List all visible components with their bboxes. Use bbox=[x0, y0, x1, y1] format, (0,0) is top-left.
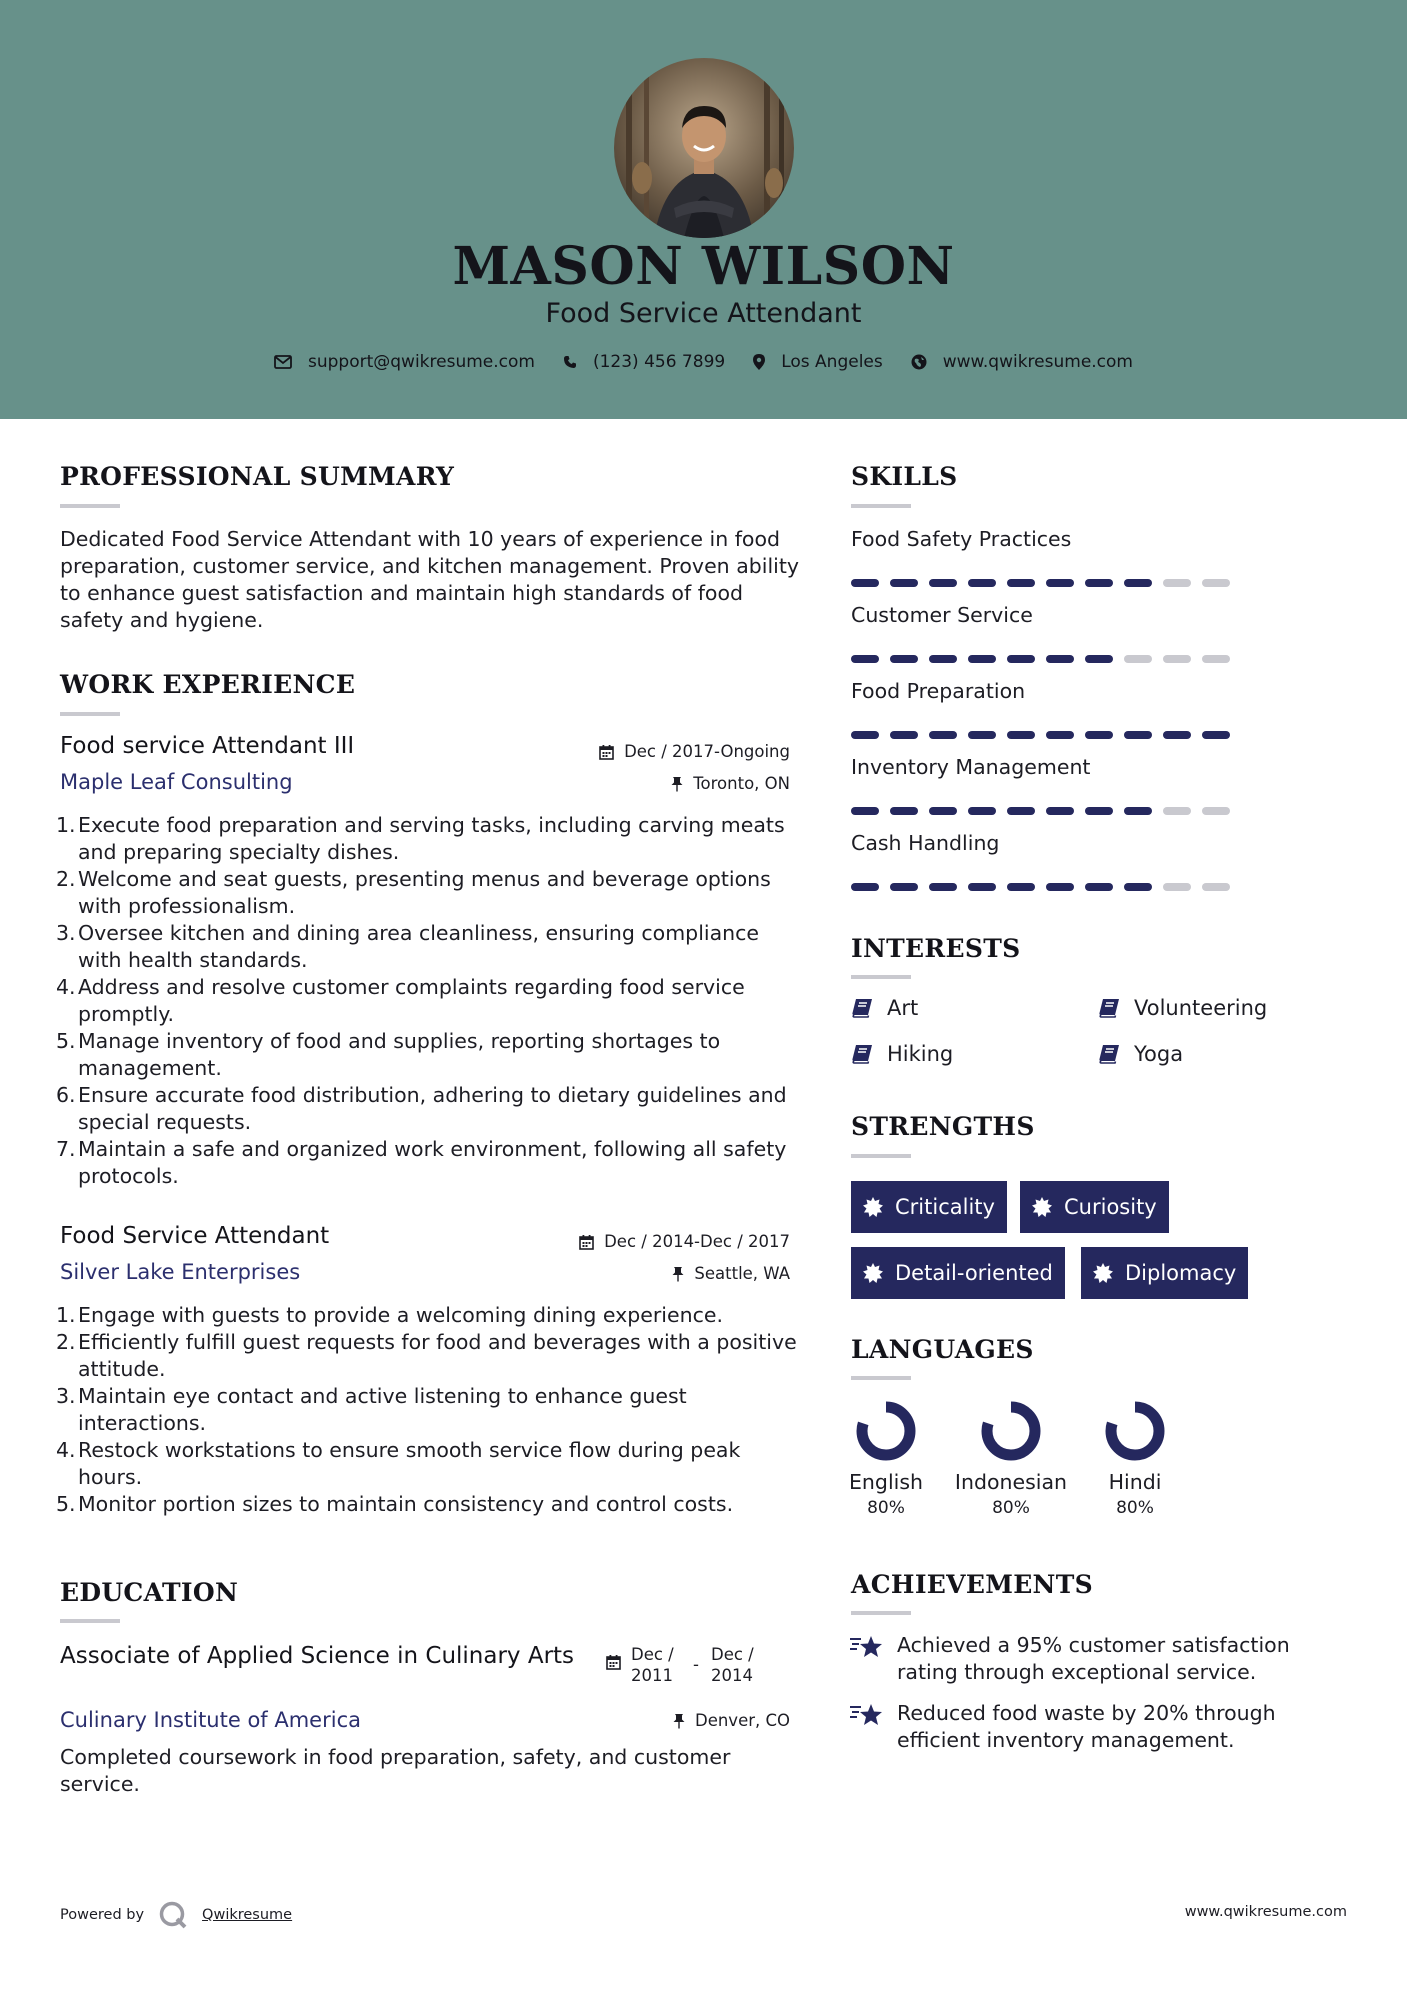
skill-dash-filled bbox=[1124, 579, 1152, 587]
list-item: Monitor portion sizes to maintain consistency and control costs. bbox=[78, 1492, 734, 1516]
languages-heading: LANGUAGES bbox=[851, 1335, 1034, 1364]
star-award-icon bbox=[849, 1634, 883, 1660]
candidate-name: MASON WILSON bbox=[452, 236, 955, 297]
skill-dash-filled bbox=[929, 731, 957, 739]
interest-label: Hiking bbox=[887, 1042, 954, 1066]
language-name: Hindi bbox=[1108, 1470, 1162, 1494]
powered-by-label: Powered by bbox=[60, 1907, 145, 1923]
language-percent: 80% bbox=[992, 1498, 1030, 1518]
skill-dash-filled bbox=[890, 579, 918, 587]
education-location-text: Denver, CO bbox=[694, 1711, 790, 1730]
language-name: Indonesian bbox=[954, 1470, 1068, 1494]
skill-dash-filled bbox=[1124, 883, 1152, 891]
strengths-divider bbox=[851, 1154, 911, 1158]
list-item: Maintain eye contact and active listening to enhance guest interactions. bbox=[78, 1384, 687, 1435]
skill-name: Food Preparation bbox=[851, 679, 1026, 703]
pushpin-icon bbox=[672, 1266, 684, 1282]
skill-dash-empty bbox=[1124, 655, 1152, 663]
job-title: Food Service Attendant bbox=[60, 1223, 330, 1249]
date-separator: - bbox=[693, 1655, 699, 1674]
envelope-icon bbox=[274, 355, 292, 369]
website-text: www.qwikresume.com bbox=[942, 352, 1133, 372]
list-item: Welcome and seat guests, presenting menus and beverage options with professionalism. bbox=[78, 867, 771, 918]
skill-dash-filled bbox=[968, 655, 996, 663]
footer-url[interactable]: www.qwikresume.com bbox=[1184, 1904, 1347, 1920]
skill-dash-filled bbox=[968, 731, 996, 739]
experience-heading: WORK EXPERIENCE bbox=[60, 670, 356, 699]
languages-divider bbox=[851, 1376, 911, 1380]
skill-level-bar bbox=[851, 655, 1230, 663]
summary-heading: PROFESSIONAL SUMMARY bbox=[60, 462, 455, 491]
education-end: Dec / 2014 bbox=[711, 1645, 754, 1685]
book-icon bbox=[851, 998, 873, 1018]
interest-item bbox=[851, 996, 918, 1020]
achievement-item bbox=[849, 1700, 1349, 1754]
degree-title: Associate of Applied Science in Culinary Arts bbox=[60, 1643, 575, 1669]
strength-badge bbox=[851, 1247, 1065, 1299]
skill-name: Customer Service bbox=[851, 603, 1033, 627]
phone-icon bbox=[563, 355, 577, 369]
skill-dash-empty bbox=[1202, 807, 1230, 815]
skill-level-bar bbox=[851, 883, 1230, 891]
skill-dash-filled bbox=[1007, 883, 1035, 891]
skill-dash-empty bbox=[1202, 655, 1230, 663]
skill-dash-filled bbox=[1085, 655, 1113, 663]
pushpin-icon bbox=[671, 776, 683, 792]
skill-dash-filled bbox=[890, 807, 918, 815]
skills-heading: SKILLS bbox=[851, 462, 958, 491]
contact-phone[interactable] bbox=[563, 352, 725, 372]
skill-dash-filled bbox=[1163, 731, 1191, 739]
job-location bbox=[672, 1264, 790, 1283]
skill-level-bar bbox=[851, 807, 1230, 815]
skill-dash-filled bbox=[1085, 807, 1113, 815]
strength-label: Criticality bbox=[895, 1195, 995, 1219]
language-progress-arc bbox=[1111, 1407, 1159, 1455]
contact-bar bbox=[0, 352, 1407, 372]
job-location-text: Seattle, WA bbox=[694, 1264, 790, 1283]
profile-photo bbox=[614, 58, 794, 238]
education-heading: EDUCATION bbox=[60, 1578, 239, 1607]
strengths-heading: STRENGTHS bbox=[851, 1112, 1035, 1141]
interests-divider bbox=[851, 975, 911, 979]
strength-label: Curiosity bbox=[1064, 1195, 1157, 1219]
skill-dash-filled bbox=[1046, 807, 1074, 815]
skill-dash-filled bbox=[968, 883, 996, 891]
skill-dash-filled bbox=[929, 807, 957, 815]
skill-dash-empty bbox=[1163, 883, 1191, 891]
language-percent: 80% bbox=[867, 1498, 905, 1518]
candidate-title: Food Service Attendant bbox=[545, 298, 862, 329]
skill-dash-filled bbox=[851, 883, 879, 891]
achievements-heading: ACHIEVEMENTS bbox=[851, 1570, 1093, 1599]
skill-dash-filled bbox=[851, 731, 879, 739]
list-item: Address and resolve customer complaints regarding food service promptly. bbox=[78, 975, 745, 1026]
skill-dash-filled bbox=[929, 579, 957, 587]
list-item: Oversee kitchen and dining area cleanliness, ensuring compliance with health standards. bbox=[78, 921, 760, 972]
interest-item bbox=[851, 1042, 953, 1066]
skill-dash-filled bbox=[1085, 883, 1113, 891]
skill-name: Food Safety Practices bbox=[851, 527, 1072, 551]
job-location bbox=[671, 774, 790, 793]
interest-label: Volunteering bbox=[1134, 996, 1268, 1020]
globe-icon bbox=[911, 354, 927, 370]
skill-dash-filled bbox=[890, 883, 918, 891]
skill-dash-filled bbox=[851, 655, 879, 663]
list-item: Efficiently fulfill guest requests for food and beverages with a positive attitude. bbox=[78, 1330, 797, 1381]
interest-item bbox=[1098, 1042, 1183, 1066]
calendar-icon bbox=[579, 1234, 594, 1250]
skill-dash-filled bbox=[890, 655, 918, 663]
brand-link[interactable]: Qwikresume bbox=[202, 1907, 293, 1923]
language-progress-arc bbox=[862, 1407, 910, 1455]
education-start: Dec / 2011 bbox=[631, 1645, 674, 1685]
contact-email[interactable] bbox=[274, 352, 535, 372]
language-progress-arc bbox=[987, 1407, 1035, 1455]
language-progress-ring bbox=[1104, 1400, 1166, 1462]
skill-name: Cash Handling bbox=[851, 831, 1000, 855]
education-location bbox=[673, 1711, 790, 1730]
skill-dash-empty bbox=[1202, 579, 1230, 587]
skill-dash-filled bbox=[1007, 731, 1035, 739]
duty-list bbox=[58, 812, 798, 1190]
skill-dash-empty bbox=[1163, 655, 1191, 663]
skill-level-bar bbox=[851, 579, 1230, 587]
skill-dash-empty bbox=[1163, 807, 1191, 815]
language-item bbox=[826, 1400, 946, 1518]
skill-dash-filled bbox=[1007, 807, 1035, 815]
interest-item bbox=[1098, 996, 1267, 1020]
contact-website[interactable] bbox=[911, 352, 1133, 372]
job-dates-text: Dec / 2017-Ongoing bbox=[624, 742, 790, 761]
achievement-item bbox=[849, 1632, 1349, 1686]
skill-dash-empty bbox=[1202, 883, 1230, 891]
achievement-text: Achieved a 95% customer satisfaction rating through exceptional service. bbox=[897, 1633, 1290, 1684]
skill-dash-filled bbox=[851, 807, 879, 815]
phone-text: (123) 456 7899 bbox=[592, 352, 726, 372]
skill-dash-empty bbox=[1163, 579, 1191, 587]
language-name: English bbox=[848, 1470, 924, 1494]
book-icon bbox=[1098, 1044, 1120, 1064]
summary-divider bbox=[60, 504, 120, 508]
badge-burst-icon bbox=[1093, 1263, 1113, 1283]
language-item bbox=[1075, 1400, 1195, 1518]
language-percent: 80% bbox=[1116, 1498, 1154, 1518]
skill-dash-filled bbox=[1202, 731, 1230, 739]
list-item: Maintain a safe and organized work environment, following all safety protocols. bbox=[78, 1137, 787, 1188]
language-progress-ring bbox=[855, 1400, 917, 1462]
company-name: Silver Lake Enterprises bbox=[60, 1260, 301, 1284]
language-progress-ring bbox=[980, 1400, 1042, 1462]
job-dates bbox=[579, 1232, 790, 1251]
skill-dash-filled bbox=[1085, 731, 1113, 739]
education-dates bbox=[606, 1644, 763, 1686]
skill-dash-filled bbox=[890, 731, 918, 739]
skill-dash-filled bbox=[1046, 883, 1074, 891]
strength-label: Diplomacy bbox=[1125, 1261, 1237, 1285]
strength-badge bbox=[1081, 1247, 1248, 1299]
qwikresume-logo-icon bbox=[158, 1900, 188, 1930]
achievement-text: Reduced food waste by 20% through efficient inventory management. bbox=[897, 1701, 1276, 1752]
skill-dash-filled bbox=[1007, 579, 1035, 587]
book-icon bbox=[1098, 998, 1120, 1018]
strength-label: Detail-oriented bbox=[895, 1261, 1053, 1285]
education-divider bbox=[60, 1619, 120, 1623]
skill-dash-filled bbox=[929, 883, 957, 891]
pushpin-icon bbox=[673, 1713, 685, 1729]
skill-level-bar bbox=[851, 731, 1230, 739]
resume-header bbox=[0, 0, 1407, 419]
skill-name: Inventory Management bbox=[851, 755, 1091, 779]
list-item: Execute food preparation and serving tasks, including carving meats and preparing specialty dishes. bbox=[78, 813, 785, 864]
job-title: Food service Attendant III bbox=[60, 733, 355, 759]
badge-burst-icon bbox=[863, 1263, 883, 1283]
skills-divider bbox=[851, 504, 911, 508]
list-item: Restock workstations to ensure smooth service flow during peak hours. bbox=[78, 1438, 741, 1489]
interests-heading: INTERESTS bbox=[851, 934, 1021, 963]
education-description: Completed coursework in food preparation, safety, and customer service. bbox=[60, 1745, 731, 1796]
job-dates-text: Dec / 2014-Dec / 2017 bbox=[604, 1232, 790, 1251]
list-item: Engage with guests to provide a welcoming dining experience. bbox=[78, 1303, 724, 1327]
map-pin-icon bbox=[753, 354, 765, 370]
email-text: support@qwikresume.com bbox=[308, 352, 535, 372]
interest-label: Yoga bbox=[1134, 1042, 1184, 1066]
calendar-icon bbox=[606, 1654, 621, 1670]
skill-dash-filled bbox=[1124, 807, 1152, 815]
star-award-icon bbox=[849, 1702, 883, 1728]
school-name: Culinary Institute of America bbox=[60, 1708, 361, 1732]
language-item bbox=[951, 1400, 1071, 1518]
list-item: Manage inventory of food and supplies, reporting shortages to management. bbox=[78, 1029, 721, 1080]
strength-badge bbox=[1020, 1181, 1169, 1233]
book-icon bbox=[851, 1044, 873, 1064]
skill-dash-filled bbox=[968, 579, 996, 587]
skill-dash-filled bbox=[1046, 655, 1074, 663]
company-name: Maple Leaf Consulting bbox=[60, 770, 293, 794]
skill-dash-filled bbox=[1124, 731, 1152, 739]
skill-dash-filled bbox=[968, 807, 996, 815]
summary-text: Dedicated Food Service Attendant with 10 years of experience in food preparation, customer service, and kitchen management. Proven ability to enhance guest satisfaction and maintain high standards of food safety and hygiene. bbox=[60, 527, 800, 632]
location-text: Los Angeles bbox=[781, 352, 883, 372]
skill-dash-filled bbox=[1007, 655, 1035, 663]
skill-dash-filled bbox=[929, 655, 957, 663]
strength-badge bbox=[851, 1181, 1007, 1233]
badge-burst-icon bbox=[1032, 1197, 1052, 1217]
skill-dash-filled bbox=[1046, 579, 1074, 587]
duty-list bbox=[58, 1302, 798, 1518]
job-dates bbox=[599, 742, 790, 761]
skill-dash-filled bbox=[851, 579, 879, 587]
skill-dash-filled bbox=[1046, 731, 1074, 739]
footer-powered-by bbox=[60, 1900, 292, 1930]
list-item: Ensure accurate food distribution, adhering to dietary guidelines and special requests. bbox=[78, 1083, 787, 1134]
interest-label: Art bbox=[887, 996, 919, 1020]
skill-dash-filled bbox=[1085, 579, 1113, 587]
experience-divider bbox=[60, 712, 120, 716]
badge-burst-icon bbox=[863, 1197, 883, 1217]
calendar-icon bbox=[599, 744, 614, 760]
achievements-divider bbox=[851, 1611, 911, 1615]
job-location-text: Toronto, ON bbox=[693, 774, 790, 793]
contact-location bbox=[753, 352, 883, 372]
